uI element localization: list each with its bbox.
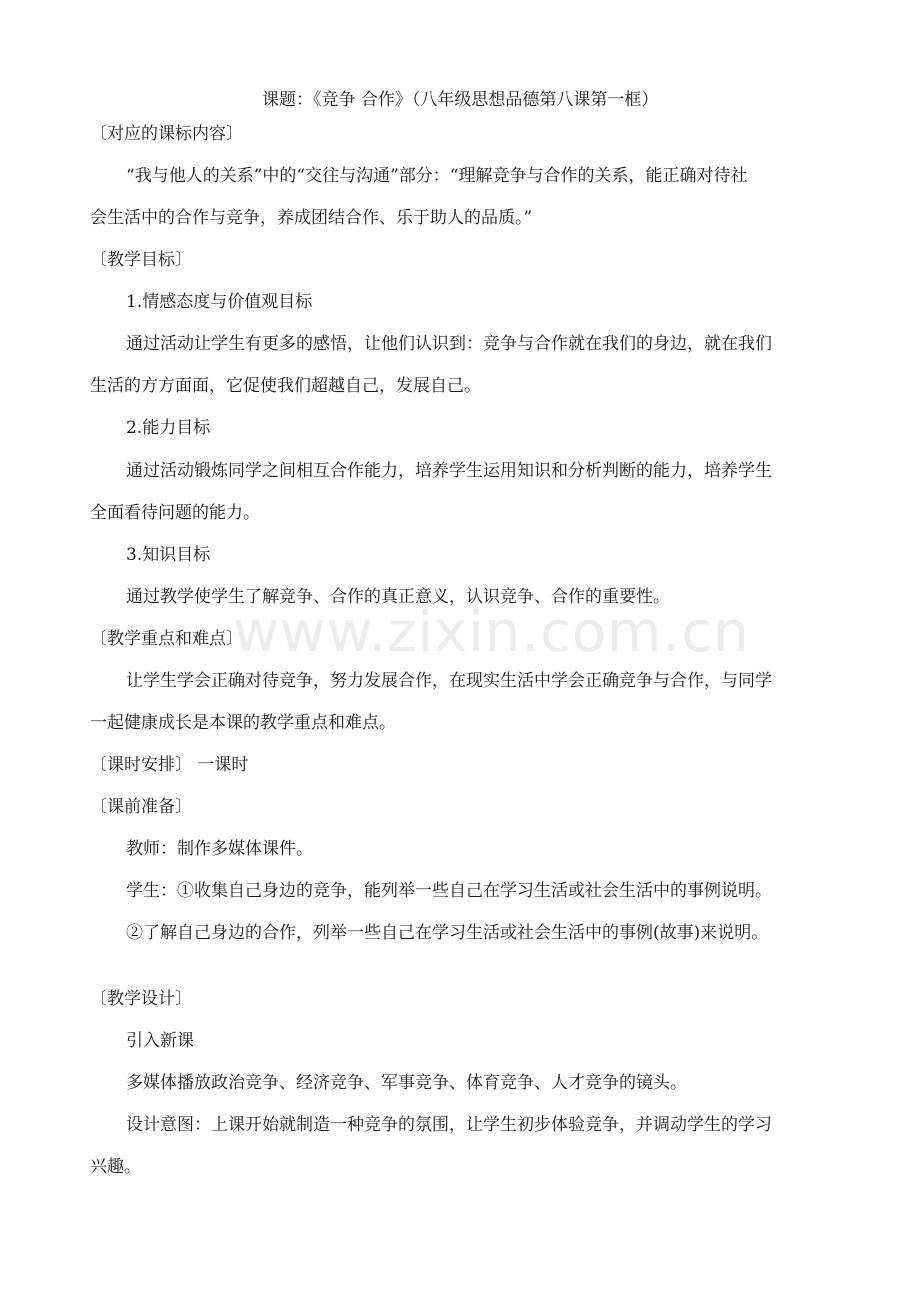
paragraph-line: ②了解自己身边的合作，列举一些自己在学习生活或社会生活中的事例(故事)来说明。 — [126, 923, 769, 943]
section-heading-design: 〔教学设计〕 — [90, 989, 192, 1009]
paragraph-line: 会生活中的合作与竞争，养成团结合作、乐于助人的品质。” — [90, 208, 533, 228]
section-heading-key-points: 〔教学重点和难点〕 — [90, 629, 243, 649]
paragraph-line: 通过活动锻炼同学之间相互合作能力，培养学生运用知识和分析判断的能力，培养学生 — [126, 461, 772, 481]
subheading-ability-goal: 2.能力目标 — [126, 418, 211, 438]
paragraph-line: 一起健康成长是本课的教学重点和难点。 — [90, 713, 396, 733]
section-heading-schedule: 〔课时安排〕 一课时 — [90, 755, 249, 775]
paragraph-line: 学生：①收集自己身边的竞争，能列举一些自己在学习生活或社会生活中的事例说明。 — [126, 881, 772, 901]
section-heading-curriculum: 〔对应的课标内容〕 — [90, 124, 243, 144]
section-heading-preparation: 〔课前准备〕 — [90, 797, 192, 817]
subheading-knowledge-goal: 3.知识目标 — [126, 545, 211, 565]
paragraph-line: 教师：制作多媒体课件。 — [126, 839, 313, 859]
paragraph-line: 让学生学会正确对待竞争，努力发展合作，在现实生活中学会正确竞争与合作，与同学 — [126, 671, 772, 691]
paragraph-line: 生活的方方面面，它促使我们超越自己，发展自己。 — [90, 376, 481, 396]
paragraph-line: 多媒体播放政治竞争、经济竞争、军事竞争、体育竞争、人才竞争的镜头。 — [126, 1073, 687, 1093]
paragraph-line: 设计意图：上课开始就制造一种竞争的氛围，让学生初步体验竞争，并调动学生的学习 — [126, 1115, 772, 1135]
paragraph-line: 通过教学使学生了解竞争、合作的真正意义，认识竞争、合作的重要性。 — [126, 587, 670, 607]
paragraph-line: 通过活动让学生有更多的感悟，让他们认识到：竞争与合作就在我们的身边，就在我们 — [126, 334, 772, 354]
subheading-introduction: 引入新课 — [126, 1031, 194, 1051]
section-heading-objectives: 〔教学目标〕 — [90, 250, 192, 270]
watermark: www.zixin.com.cn — [233, 600, 750, 665]
subheading-emotion-goal: 1.情感态度与价值观目标 — [126, 292, 313, 312]
paragraph-line: “我与他人的关系”中的“交往与沟通”部分：“理解竞争与合作的关系，能正确对待社 — [126, 166, 748, 186]
paragraph-line: 兴趣。 — [90, 1157, 141, 1177]
paragraph-line: 全面看待问题的能力。 — [90, 503, 260, 523]
document-title: 课题：《竞争 合作》（八年级思想品德第八课第一框） — [262, 90, 659, 110]
